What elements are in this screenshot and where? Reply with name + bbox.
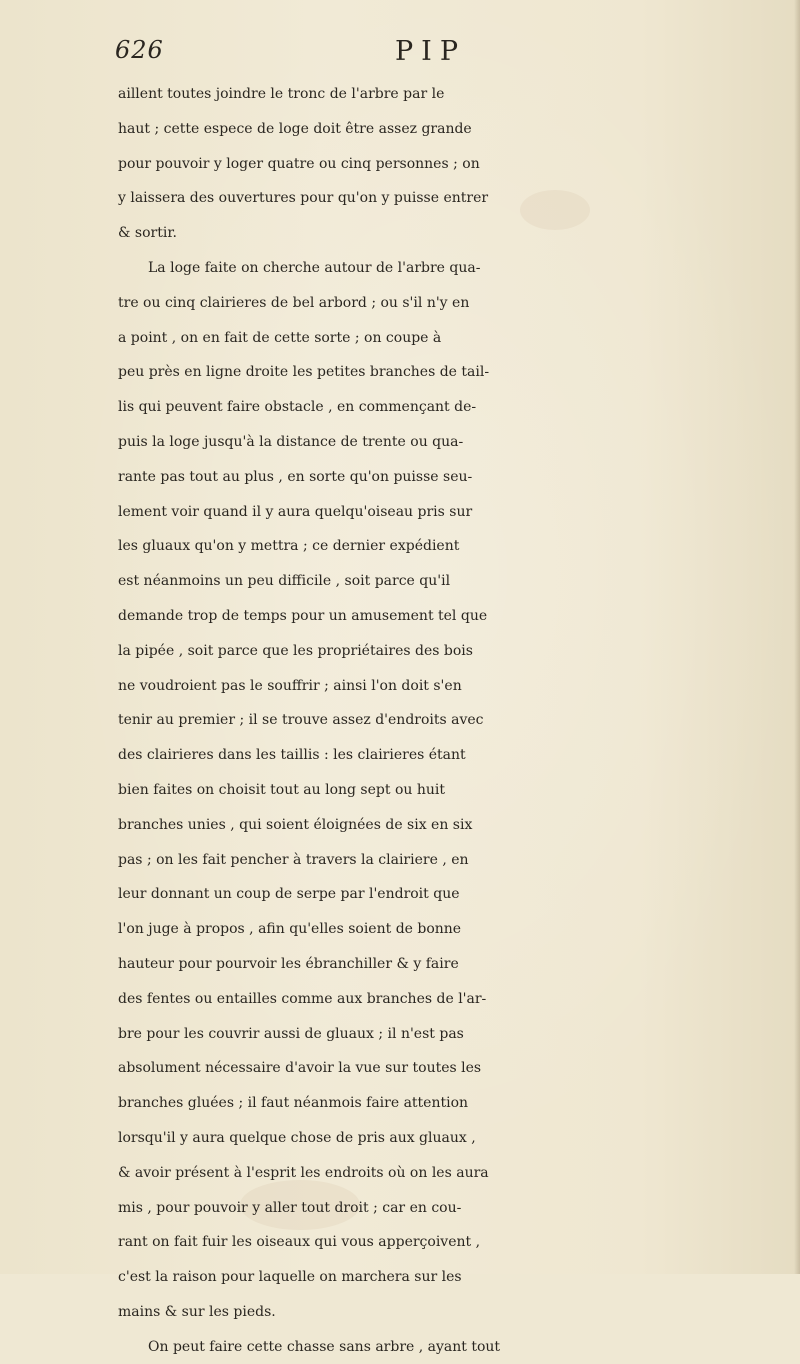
- text-line: puis la loge jusqu'à la distance de trente ou qua-: [118, 433, 464, 450]
- text-line: hauteur pour pourvoir les ébranchiller & y faire: [118, 955, 459, 972]
- text-line: lis qui peuvent faire obstacle , en commençant de-: [118, 399, 477, 416]
- text-line: aillent toutes joindre le tronc de l'arbre par le: [118, 86, 445, 102]
- text-line: tre ou cinq clairieres de bel arbord ; ou s'il n'y en: [118, 294, 470, 311]
- text-line: haut ; cette espece de loge doit être assez grande: [118, 120, 472, 137]
- text-line: l'on juge à propos , afin qu'elles soient de bonne: [118, 921, 462, 938]
- text-line: peu près en ligne droite les petites branches de tail-: [118, 364, 490, 381]
- text-line: bre pour les couvrir aussi de gluaux ; il n'est pas: [118, 1025, 464, 1042]
- text-line: leur donnant un coup de serpe par l'endroit que: [118, 886, 460, 903]
- text-line: la pipée , soit parce que les propriétaires des bois: [118, 642, 473, 659]
- text-line: rant on fait fuir les oiseaux qui vous apperçoivent ,: [118, 1234, 481, 1251]
- text-line: rante pas tout au plus , en sorte qu'on puisse seu-: [118, 468, 473, 485]
- page-number: 626: [115, 36, 164, 64]
- text-line: des clairieres dans les taillis : les clairieres étant: [118, 747, 466, 764]
- text-line: branches gluées ; il faut néanmois faire attention: [118, 1095, 469, 1112]
- text-line: lement voir quand il y aura quelqu'oiseau pris sur: [118, 503, 473, 520]
- text-line: pas ; on les fait pencher à travers la clairiere , en: [118, 851, 469, 868]
- text-line: & avoir présent à l'esprit les endroits où on les aura: [118, 1164, 489, 1181]
- text-line: absolument nécessaire d'avoir la vue sur toutes les: [118, 1060, 482, 1077]
- text-line: tenir au premier ; il se trouve assez d'endroits avec: [118, 712, 484, 729]
- text-line: ne voudroient pas le souffrir ; ainsi l'on doit s'en: [118, 677, 462, 694]
- text-line: des fentes ou entailles comme aux branches de l'ar-: [118, 990, 487, 1007]
- text-line: La loge faite on cherche autour de l'arbre qua-: [148, 259, 481, 276]
- text-line: a point , on en fait de cette sorte ; on coupe à: [118, 329, 442, 346]
- text-line: & sortir.: [118, 225, 177, 242]
- text-line: y laissera des ouvertures pour qu'on y puisse entrer: [118, 190, 489, 207]
- text-line: bien faites on choisit tout au long sept ou huit: [118, 781, 445, 798]
- text-line: mains & sur les pieds.: [118, 1303, 276, 1320]
- text-line: demande trop de temps pour un amusement tel que: [118, 607, 488, 624]
- text-line: est néanmoins un peu difficile , soit parce qu'il: [118, 573, 451, 590]
- text-line: lorsqu'il y aura quelque chose de pris aux gluaux ,: [118, 1129, 476, 1146]
- body-text: [118, 77, 770, 1364]
- text-line: pour pouvoir y loger quatre ou cinq personnes ; on: [118, 155, 480, 172]
- text-line: branches unies , qui soient éloignées de six en six: [118, 816, 473, 833]
- running-head: PIP: [395, 36, 466, 67]
- page-edge-shadow: [794, 0, 800, 1274]
- text-line: On peut faire cette chasse sans arbre , ayant tout: [148, 1338, 501, 1355]
- text-line: mis , pour pouvoir y aller tout droit ; car en cou-: [118, 1199, 462, 1216]
- page-header: [115, 36, 765, 70]
- text-line: les gluaux qu'on y mettra ; ce dernier expédient: [118, 538, 460, 555]
- text-line: c'est la raison pour laquelle on marchera sur les: [118, 1269, 462, 1286]
